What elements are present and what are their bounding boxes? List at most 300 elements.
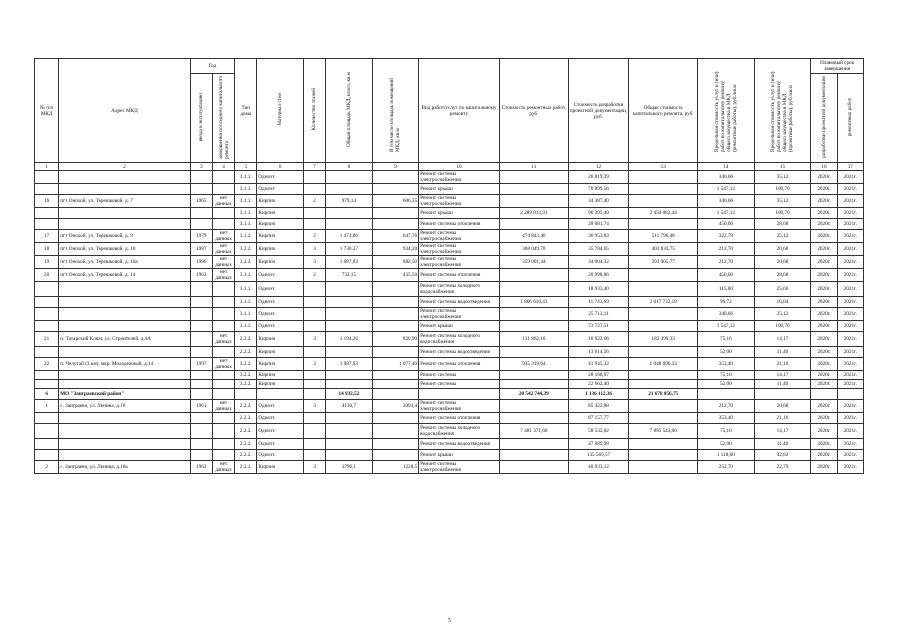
- cell-col-7: [303, 184, 325, 195]
- cell-col-11: [499, 308, 568, 321]
- table-row: [35, 413, 864, 424]
- cell-col-8: [326, 347, 373, 358]
- cell-col-7: 2: [303, 269, 325, 282]
- table-row: [35, 347, 864, 358]
- cell-col-1: 21: [35, 332, 59, 347]
- cell-col-12: 47 089,98: [568, 439, 629, 450]
- cell-col-16: 2020г.: [811, 208, 837, 219]
- cell-col-13: 2 450 082,44: [629, 208, 698, 219]
- cell-col-2: [59, 321, 190, 332]
- cell-col-7: 2: [303, 195, 325, 208]
- header-col-17: ремонтных работ: [837, 74, 863, 163]
- cell-col-9: [372, 297, 419, 308]
- cell-col-14: 340,66: [698, 195, 755, 208]
- cell-col-4: [212, 308, 234, 321]
- cell-col-5: 3.1.1.: [235, 269, 257, 282]
- cell-col-16: 2020г.: [811, 184, 837, 195]
- cell-col-9: [372, 439, 419, 450]
- cell-col-5: 3.1.1.: [235, 171, 257, 184]
- cell-col-8: [326, 184, 373, 195]
- cell-col-1: 22: [35, 358, 59, 371]
- cell-col-12: 34 904,32: [568, 256, 629, 269]
- cell-col-16: 2020г.: [811, 321, 837, 332]
- cell-col-3: 1965: [190, 195, 212, 208]
- cell-col-14: 353,40: [698, 358, 755, 371]
- cell-col-11: [499, 321, 568, 332]
- cell-col-15: 20,68: [754, 400, 811, 413]
- cell-col-7: 3: [303, 461, 325, 474]
- cell-col-4: [212, 347, 234, 358]
- cell-col-4: [212, 282, 234, 297]
- cell-col-1: 18: [35, 243, 59, 256]
- table-row: [35, 243, 864, 256]
- cell-col-5: 3.1.1.: [235, 282, 257, 297]
- cell-col-13: 511 796,48: [629, 230, 698, 243]
- cell-col-13: [629, 371, 698, 380]
- cell-col-1: 19: [35, 256, 59, 269]
- cell-col-17: 2021г.: [837, 461, 863, 474]
- cell-col-2: п. Татарский Ключ, ул. Строителей, д.4А: [59, 332, 190, 347]
- cell-col-12: 28 081,74: [568, 219, 629, 230]
- capital-repair-table-sheet: [34, 58, 864, 474]
- cell-col-10: Ремонт системы водоотведения: [419, 347, 500, 358]
- cell-col-1: [35, 282, 59, 297]
- cell-col-8: 14 932,52: [326, 389, 373, 400]
- cell-col-5: 2.2.2.: [235, 439, 257, 450]
- cell-col-4: нет данных: [212, 400, 234, 413]
- cell-col-15: 100,70: [754, 184, 811, 195]
- cell-col-1: [35, 171, 59, 184]
- cell-col-14: 322,79: [698, 230, 755, 243]
- cell-col-7: [303, 380, 325, 389]
- cell-col-1: [35, 380, 59, 389]
- cell-col-6: Одноэт.: [257, 413, 304, 424]
- cell-col-17: 2021г.: [837, 282, 863, 297]
- cell-col-7: 3: [303, 243, 325, 256]
- cell-col-11: [499, 450, 568, 461]
- table-row: [35, 400, 864, 413]
- cell-col-6: Одноэт.: [257, 171, 304, 184]
- cell-col-1: 20: [35, 269, 59, 282]
- column-number-cell: 5: [235, 163, 257, 171]
- cell-col-2: пгт Онохой, ул. Терешковой, д. 14: [59, 269, 190, 282]
- cell-col-13: [629, 184, 698, 195]
- cell-col-1: [35, 219, 59, 230]
- cell-col-1: [35, 424, 59, 439]
- cell-col-7: [303, 424, 325, 439]
- cell-col-13: 1 048 096,33: [629, 358, 698, 371]
- cell-col-4: нет данных: [212, 461, 234, 474]
- cell-col-15: 28,68: [754, 269, 811, 282]
- cell-col-13: [629, 195, 698, 208]
- cell-col-17: 2021г.: [837, 371, 863, 380]
- cell-col-16: 2020г.: [811, 297, 837, 308]
- header-deadline-group: Плановый срок завершения: [811, 59, 864, 74]
- cell-col-3: [190, 308, 212, 321]
- cell-col-4: [212, 439, 234, 450]
- cell-col-2: [59, 450, 190, 461]
- cell-col-10: Ремонт системы водоотведения: [419, 297, 500, 308]
- cell-col-12: 1 136 112,36: [568, 389, 629, 400]
- cell-col-5: 3.1.1.: [235, 308, 257, 321]
- cell-col-11: 20 542 744,39: [499, 389, 568, 400]
- cell-col-2: с. Заиграево, ул. Ленина, д.18: [59, 400, 190, 413]
- cell-col-11: 7 481 371,68: [499, 424, 568, 439]
- cell-col-11: [499, 184, 568, 195]
- table-row: [35, 219, 864, 230]
- cell-col-15: 35,12: [754, 195, 811, 208]
- table-row: [35, 297, 864, 308]
- cell-col-1: [35, 321, 59, 332]
- cell-col-11: 359 001,44: [499, 256, 568, 269]
- header-col-11: Стоимость ремонтных работ, руб.: [499, 59, 568, 163]
- cell-col-5: 2.2.2.: [235, 450, 257, 461]
- cell-col-11: [499, 219, 568, 230]
- cell-col-13: [629, 413, 698, 424]
- column-number-cell: 4: [212, 163, 234, 171]
- cell-col-15: 20,68: [754, 243, 811, 256]
- cell-col-1: [35, 450, 59, 461]
- cell-col-14: 450,00: [698, 269, 755, 282]
- cell-col-15: 100,70: [754, 321, 811, 332]
- cell-col-3: [190, 282, 212, 297]
- cell-col-9: [372, 171, 419, 184]
- cell-col-12: 25 713,11: [568, 308, 629, 321]
- cell-col-16: [811, 389, 837, 400]
- cell-col-4: нет данных: [212, 230, 234, 243]
- cell-col-3: [190, 171, 212, 184]
- cell-col-17: 2021г.: [837, 439, 863, 450]
- cell-col-5: 3.2.2.: [235, 371, 257, 380]
- cell-col-12: 87 157,77: [568, 413, 629, 424]
- cell-col-3: [190, 184, 212, 195]
- cell-col-8: [326, 450, 373, 461]
- cell-col-5: 3.1.1.: [235, 208, 257, 219]
- column-number-cell: 10: [419, 163, 500, 171]
- cell-col-2: [59, 347, 190, 358]
- cell-col-10: Ремонт системы холодного водоснабжения: [419, 282, 500, 297]
- cell-col-17: 2021г.: [837, 269, 863, 282]
- cell-col-17: 2021г.: [837, 195, 863, 208]
- cell-col-2: пгт Онохой, ул. Терешковой, д. 9: [59, 230, 190, 243]
- cell-col-4: [212, 184, 234, 195]
- cell-col-5: 3.2.2.: [235, 243, 257, 256]
- cell-col-4: [212, 371, 234, 380]
- cell-col-9: 647,76: [372, 230, 419, 243]
- header-col-9: В том числе площадь помещений МКД, кв.м: [372, 59, 419, 163]
- cell-col-12: 76 899,56: [568, 184, 629, 195]
- cell-col-6: Одноэт.: [257, 424, 304, 439]
- cell-col-14: 212,70: [698, 256, 755, 269]
- cell-col-2: пгт Онохой, ул. Терешковой, д. 10а: [59, 256, 190, 269]
- cell-col-6: Кирпич: [257, 358, 304, 371]
- cell-col-3: 1961: [190, 400, 212, 413]
- table-row: [35, 171, 864, 184]
- cell-col-11: 935 319,64: [499, 358, 568, 371]
- cell-col-11: [499, 439, 568, 450]
- cell-col-10: Ремонт крыши: [419, 450, 500, 461]
- cell-col-17: 2021г.: [837, 308, 863, 321]
- cell-col-6: Одноэт.: [257, 282, 304, 297]
- cell-col-11: [499, 282, 568, 297]
- cell-col-1: [35, 297, 59, 308]
- cell-col-3: [190, 208, 212, 219]
- cell-col-4: [212, 424, 234, 439]
- column-number-cell: 12: [568, 163, 629, 171]
- cell-col-13: [629, 282, 698, 297]
- cell-col-4: [212, 297, 234, 308]
- cell-col-16: 2020г.: [811, 400, 837, 413]
- cell-col-4: [212, 450, 234, 461]
- cell-col-7: [303, 347, 325, 358]
- cell-col-4: [212, 321, 234, 332]
- cell-col-17: 2021г.: [837, 219, 863, 230]
- cell-col-7: [303, 171, 325, 184]
- cell-col-1: [35, 208, 59, 219]
- cell-col-8: [326, 424, 373, 439]
- cell-col-12: 35 784,05: [568, 243, 629, 256]
- cell-col-17: 2021г.: [837, 358, 863, 371]
- cell-col-9: [372, 321, 419, 332]
- cell-col-14: 1 547,12: [698, 184, 755, 195]
- column-number-cell: 8: [326, 163, 373, 171]
- cell-col-10: Ремонт крыши: [419, 208, 500, 219]
- table-row: [35, 371, 864, 380]
- cell-col-2: [59, 308, 190, 321]
- cell-col-4: [212, 380, 234, 389]
- cell-col-9: 435,50: [372, 269, 419, 282]
- cell-col-12: 11 743,69: [568, 297, 629, 308]
- cell-col-15: 14,17: [754, 424, 811, 439]
- table-row: [35, 282, 864, 297]
- column-number-cell: 3: [190, 163, 212, 171]
- cell-col-13: [629, 400, 698, 413]
- cell-col-4: [212, 208, 234, 219]
- cell-col-5: [235, 389, 257, 400]
- cell-col-7: [303, 389, 325, 400]
- cell-col-8: [326, 208, 373, 219]
- cell-col-5: 3.1.1.: [235, 297, 257, 308]
- cell-col-12: 40 933,12: [568, 461, 629, 474]
- table-row: [35, 256, 864, 269]
- cell-col-15: 21,10: [754, 358, 811, 371]
- cell-col-8: [326, 308, 373, 321]
- cell-col-15: 11,40: [754, 380, 811, 389]
- cell-col-3: 1987: [190, 243, 212, 256]
- cell-col-12: 41 945,32: [568, 358, 629, 371]
- table-row: [35, 230, 864, 243]
- cell-col-8: [326, 371, 373, 380]
- cell-col-14: 1 547,12: [698, 208, 755, 219]
- cell-col-2: [59, 208, 190, 219]
- cell-col-14: [698, 389, 755, 400]
- column-number-cell: 6: [257, 163, 304, 171]
- cell-col-9: [372, 347, 419, 358]
- cell-col-3: [190, 424, 212, 439]
- cell-col-12: 13 614,56: [568, 347, 629, 358]
- cell-col-11: [499, 400, 568, 413]
- cell-col-10: Ремонт системы отопления: [419, 219, 500, 230]
- cell-col-15: 21,10: [754, 413, 811, 424]
- column-number-cell: 16: [811, 163, 837, 171]
- cell-col-10: Ремонт системы электроснабжения: [419, 243, 500, 256]
- cell-col-8: [326, 219, 373, 230]
- cell-col-15: [754, 389, 811, 400]
- cell-col-4: [212, 413, 234, 424]
- cell-col-13: 393 905,77: [629, 256, 698, 269]
- cell-col-5: 3.1.1.: [235, 219, 257, 230]
- cell-col-4: нет данных: [212, 358, 234, 371]
- cell-col-2: с. Заиграево, ул. Ленина, д.18а: [59, 461, 190, 474]
- cell-col-12: 96 395,40: [568, 208, 629, 219]
- cell-col-14: 450,00: [698, 219, 755, 230]
- cell-col-14: 75,16: [698, 332, 755, 347]
- cell-col-8: [326, 380, 373, 389]
- column-number-row: [35, 163, 864, 171]
- cell-col-7: [303, 219, 325, 230]
- cell-col-13: 2 017 732,19: [629, 297, 698, 308]
- table-body: [35, 171, 864, 474]
- cell-col-17: 2021г.: [837, 184, 863, 195]
- cell-col-15: 14,17: [754, 371, 811, 380]
- cell-col-15: 100,70: [754, 208, 811, 219]
- cell-col-15: 32,82: [754, 450, 811, 461]
- cell-col-16: 2020г.: [811, 347, 837, 358]
- cell-col-7: [303, 297, 325, 308]
- cell-col-6: Кирпич: [257, 461, 304, 474]
- cell-col-14: 75,16: [698, 424, 755, 439]
- table-row: [35, 358, 864, 371]
- cell-col-14: 353,40: [698, 413, 755, 424]
- cell-col-3: [190, 219, 212, 230]
- header-col-16: разработки проектной документации: [811, 74, 837, 163]
- header-col-4: завершения последнего капитального ремонта: [212, 74, 234, 163]
- cell-col-6: Одноэт.: [257, 400, 304, 413]
- cell-col-7: 3: [303, 400, 325, 413]
- cell-col-17: 2021г.: [837, 347, 863, 358]
- cell-col-16: 2020г.: [811, 243, 837, 256]
- cell-col-12: 58 532,02: [568, 424, 629, 439]
- cell-col-16: 2020г.: [811, 358, 837, 371]
- cell-col-13: [629, 380, 698, 389]
- cell-col-8: 979,14: [326, 195, 373, 208]
- cell-col-3: 1979: [190, 230, 212, 243]
- cell-col-11: [499, 380, 568, 389]
- cell-col-7: [303, 371, 325, 380]
- cell-col-2: пгт Онохой, ул. Терешковой, д. 10: [59, 243, 190, 256]
- cell-col-13: 403 833,75: [629, 243, 698, 256]
- cell-col-4: нет данных: [212, 243, 234, 256]
- cell-col-6: Одноэт.: [257, 308, 304, 321]
- cell-col-15: 35,12: [754, 308, 811, 321]
- cell-col-1: 2: [35, 461, 59, 474]
- cell-col-16: 2020г.: [811, 171, 837, 184]
- cell-col-1: [35, 371, 59, 380]
- cell-col-17: 2021г.: [837, 171, 863, 184]
- cell-col-2: [59, 371, 190, 380]
- cell-col-5: 2.2.2.: [235, 332, 257, 347]
- capital-repair-table: [34, 58, 864, 474]
- cell-col-10: Ремонт системы электроснабжения: [419, 461, 500, 474]
- cell-col-15: 28,68: [754, 219, 811, 230]
- cell-col-9: [372, 282, 419, 297]
- cell-col-15: 11,40: [754, 439, 811, 450]
- table-row: [35, 269, 864, 282]
- cell-col-6: Одноэт.: [257, 297, 304, 308]
- cell-col-3: [190, 413, 212, 424]
- cell-col-11: 131 862,10: [499, 332, 568, 347]
- cell-col-8: [326, 282, 373, 297]
- header-col-8: Общая площадь МКД, всего, кв.м: [326, 59, 373, 163]
- header-year-group: Год: [190, 59, 234, 74]
- cell-col-6: Кирпич: [257, 371, 304, 380]
- cell-col-6: Одноэт.: [257, 439, 304, 450]
- cell-col-13: [629, 269, 698, 282]
- cell-col-16: 2020г.: [811, 450, 837, 461]
- cell-col-9: [372, 184, 419, 195]
- cell-col-1: 1: [35, 400, 59, 413]
- cell-col-1: [35, 184, 59, 195]
- cell-col-8: [326, 439, 373, 450]
- cell-col-17: 2021г.: [837, 230, 863, 243]
- cell-col-12: 18 933,40: [568, 282, 629, 297]
- cell-col-3: 1963: [190, 269, 212, 282]
- cell-col-6: Одноэт.: [257, 450, 304, 461]
- cell-col-12: 135 569,57: [568, 450, 629, 461]
- cell-col-2: [59, 424, 190, 439]
- cell-col-10: Ремонт системы холодного водоснабжения: [419, 424, 500, 439]
- cell-col-9: 882,50: [372, 256, 419, 269]
- cell-col-1: [35, 347, 59, 358]
- cell-col-6: Кирпич: [257, 219, 304, 230]
- cell-col-10: Ремонт системы отопления: [419, 358, 500, 371]
- cell-col-9: 1 077,40: [372, 358, 419, 371]
- cell-col-12: 16 922,66: [568, 332, 629, 347]
- cell-col-14: 96,72: [698, 297, 755, 308]
- cell-col-8: 1 730,37: [326, 243, 373, 256]
- cell-col-3: [190, 321, 212, 332]
- cell-col-17: 2021г.: [837, 380, 863, 389]
- cell-col-5: 3.2.2.: [235, 256, 257, 269]
- cell-col-8: 1796,1: [326, 461, 373, 474]
- cell-col-7: [303, 282, 325, 297]
- cell-col-2: [59, 297, 190, 308]
- cell-col-8: 1 194,26: [326, 332, 373, 347]
- cell-col-10: Ремонт системы электроснабжения: [419, 171, 500, 184]
- cell-col-9: 2093,4: [372, 400, 419, 413]
- column-number-cell: 13: [629, 163, 698, 171]
- column-number-cell: 9: [372, 163, 419, 171]
- cell-col-7: [303, 208, 325, 219]
- cell-col-7: 3: [303, 332, 325, 347]
- cell-col-13: [629, 439, 698, 450]
- cell-col-16: 2020г.: [811, 413, 837, 424]
- column-number-cell: 11: [499, 163, 568, 171]
- cell-col-6: Одноэт.: [257, 184, 304, 195]
- cell-col-16: 2020г.: [811, 371, 837, 380]
- cell-col-5: 3.2.2.: [235, 358, 257, 371]
- cell-col-4: нет данных: [212, 332, 234, 347]
- header-col-6: Материал стен: [257, 59, 304, 163]
- cell-col-13: [629, 219, 698, 230]
- cell-col-15: 16,04: [754, 297, 811, 308]
- table-row: [35, 461, 864, 474]
- cell-col-14: 75,16: [698, 371, 755, 380]
- cell-col-10: [419, 389, 500, 400]
- cell-col-1: [35, 308, 59, 321]
- cell-col-1: 17: [35, 230, 59, 243]
- cell-col-2: [59, 439, 190, 450]
